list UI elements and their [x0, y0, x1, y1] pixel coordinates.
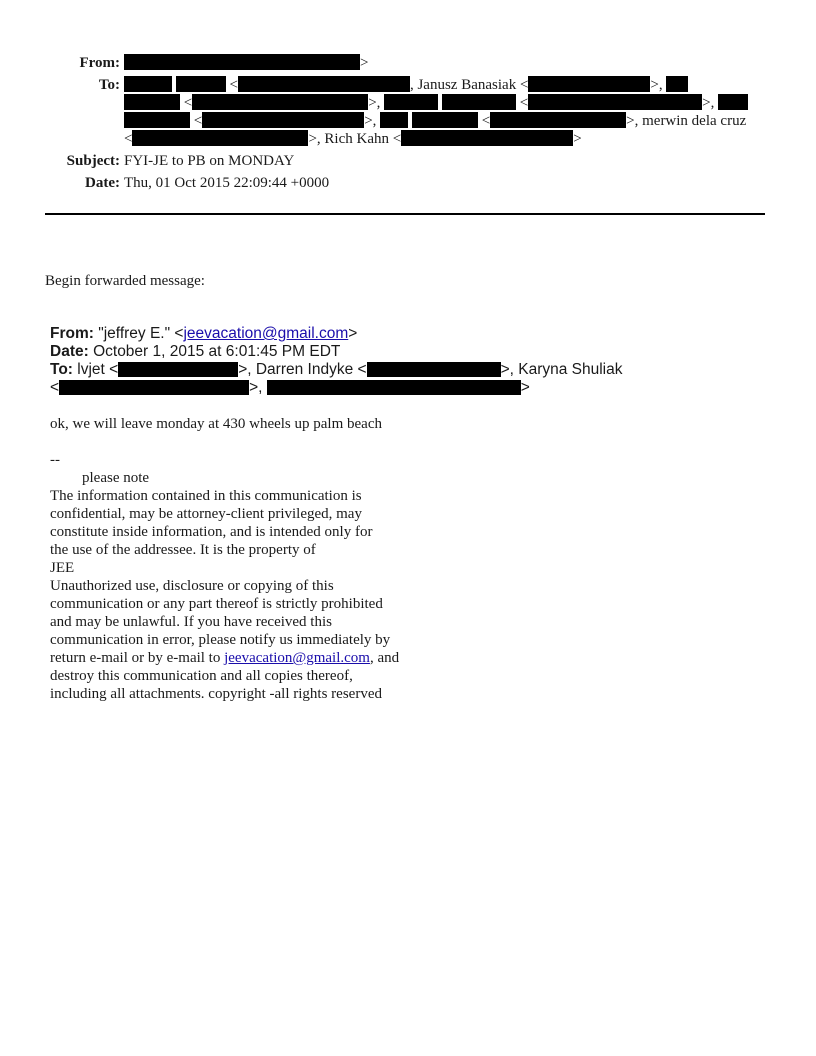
disclaimer-line: Unauthorized use, disclosure or copying of this	[50, 578, 334, 594]
redaction-block	[528, 94, 702, 110]
disclaimer-line: the use of the addressee. It is the property of	[50, 542, 316, 558]
fwd-to-darren: >, Darren Indyke <	[238, 361, 367, 378]
from-suffix: >	[360, 55, 369, 71]
fwd-to-lvjet: lvjet <	[77, 361, 119, 378]
message-body: ok, we will leave monday at 430 wheels up palm beach	[50, 416, 382, 432]
redaction-block	[490, 112, 626, 128]
disclaimer-line: destroy this communication and all copies thereof,	[50, 668, 353, 684]
redaction-block	[124, 54, 360, 70]
redaction-block	[401, 130, 573, 146]
fwd-date-row	[50, 343, 340, 361]
disclaimer-line: confidential, may be attorney-client privileged, may	[50, 506, 362, 522]
redaction-block	[192, 94, 368, 110]
disclaimer-return-line	[50, 649, 399, 667]
return-suffix: , and	[369, 650, 400, 666]
disclaimer-line: communication in error, please notify us immediately by	[50, 632, 391, 648]
redaction-block	[367, 362, 501, 377]
redaction-block	[442, 94, 516, 110]
disclaimer-line: constitute inside information, and is intended only for	[50, 524, 373, 540]
fwd-from-row: From: "jeffrey E." <jeevacation@gmail.com>	[50, 325, 358, 342]
fwd-date-value: October 1, 2015 at 6:01:45 PM EDT	[93, 343, 341, 360]
redaction-block	[412, 112, 478, 128]
fwd-date-label: Date:	[50, 343, 89, 360]
redaction-block	[124, 76, 172, 92]
date-value: Thu, 01 Oct 2015 22:09:44 +0000	[124, 175, 330, 191]
to-janusz: , Janusz Banasiak <	[409, 77, 529, 93]
fwd-to-karyna: >, Karyna Shuliak	[500, 361, 623, 378]
fwd-from-label: From:	[50, 325, 94, 342]
return-email-link[interactable]: jeevacation@gmail.com	[224, 650, 370, 666]
redaction-block	[124, 94, 180, 110]
disclaimer-line: communication or any part thereof is strictly prohibited	[50, 596, 383, 612]
redaction-block	[124, 112, 190, 128]
forward-intro: Begin forwarded message:	[45, 273, 205, 289]
fwd-to-row-2: < >, >	[50, 379, 530, 396]
disclaimer-line: The information contained in this communication is	[50, 488, 362, 504]
fwd-from-name: "jeffrey E." <	[98, 325, 184, 342]
signature-note: please note	[82, 470, 150, 486]
disclaimer-line: JEE	[50, 560, 75, 576]
subject-value: FYI-JE to PB on MONDAY	[124, 153, 295, 169]
redaction-block	[380, 112, 408, 128]
redaction-block	[176, 76, 226, 92]
fwd-from-email-link[interactable]: jeevacation@gmail.com	[183, 325, 349, 342]
redaction-block	[267, 380, 521, 395]
redaction-block	[718, 94, 748, 110]
redaction-block	[59, 380, 249, 395]
to-label: To:	[98, 77, 120, 93]
fwd-to-label: To:	[50, 361, 73, 378]
from-label: From:	[79, 55, 120, 71]
redaction-block	[238, 76, 410, 92]
disclaimer-line: including all attachments. copyright -all rights reserved	[50, 686, 382, 702]
redaction-block	[384, 94, 438, 110]
redaction-block	[528, 76, 650, 92]
redaction-block	[118, 362, 238, 377]
redaction-block	[202, 112, 364, 128]
fwd-to-row	[50, 361, 623, 379]
disclaimer-line: and may be unlawful. If you have received this	[50, 614, 332, 630]
signature-dashes: --	[50, 452, 60, 468]
date-label: Date:	[85, 175, 120, 191]
return-prefix: return e-mail or by e-mail to	[50, 650, 225, 666]
to-rich: >, Rich Kahn <	[308, 131, 402, 147]
header-divider	[45, 213, 765, 215]
to-merwin: >, merwin dela cruz	[626, 113, 747, 129]
redaction-block	[132, 130, 308, 146]
redaction-block	[666, 76, 688, 92]
subject-label: Subject:	[66, 153, 120, 169]
